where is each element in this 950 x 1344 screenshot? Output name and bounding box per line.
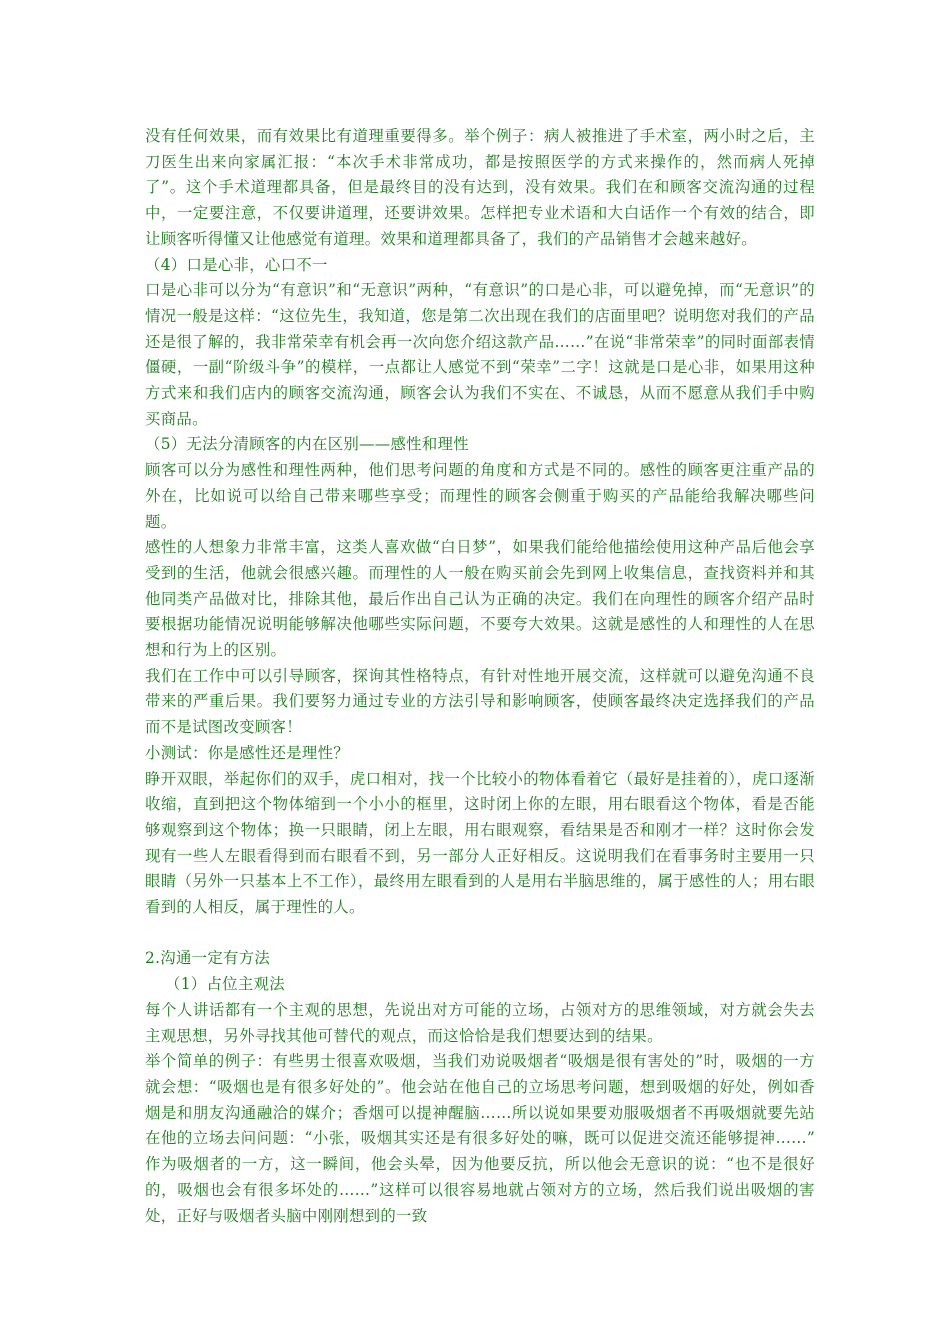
paragraph-guide-customers: 我们在工作中可以引导顾客，探询其性格特点，有针对性地开展交流，这样就可以避免沟通不良带来的严重后果。我们要努力通过专业的方法引导和影响顾客，使顾客最终决定选择我们的产品而不是试图改变顾客！: [145, 666, 815, 737]
paragraph-quiz: 睁开双眼，举起你们的双手，虎口相对，找一个比较小的物体看着它（最好是挂着的），虎口逐渐收缩，直到把这个物体缩到一个小小的框里，这时闭上你的左眼，用右眼看这个物体，看是否能够观察到这个物体；换一只眼睛，闭上左眼，用右眼观察，看结果是否和刚才一样？这时你会发现有一些人左眼看得到而右眼看不到，另一部分人正好相反。这说明我们在看事务时主要用一只眼睛（另外一只基本上不工作），最终用左眼看到的人是用右半脑思维的，属于感性的人；用右眼看到的人相反，属于理性的人。: [145, 769, 815, 917]
heading-occupy-position: （1）占位主观法: [165, 975, 285, 994]
heading-emotional-rational: （5）无法分清顾客的内在区别——感性和理性: [145, 435, 469, 454]
paragraph-occupy-position: 每个人讲话都有一个主观的思想，先说出对方可能的立场，占领对方的思维领域，对方就会失去主观思想，另外寻找其他可替代的观点，而这恰恰是我们想要达到的结果。: [145, 1000, 815, 1045]
document-body: [145, 124, 815, 1229]
paragraph-emotional-people: 感性的人想象力非常丰富，这类人喜欢做“白日梦”，如果我们能给他描绘使用这种产品后他会享受到的生活，他就会很感兴趣。而理性的人一般在购买前会先到网上收集信息，查找资料并和其他同类产品做对比，排除其他，最后作出自己认为正确的决定。我们在向理性的顾客介绍产品时要根据功能情况说明能够解决他哪些实际问题，不要夸大效果。这就是感性的人和理性的人在思想和行为上的区别。: [145, 538, 815, 660]
paragraph-smoking-example: 举个简单的例子：有些男士很喜欢吸烟，当我们劝说吸烟者“吸烟是很有害处的”时，吸烟的一方就会想：“吸烟也是有很多好处的”。他会站在他自己的立场思考问题，想到吸烟的好处，例如香烟是和朋友沟通融洽的媒介；香烟可以提神醒脑……所以说如果要劝服吸烟者不再吸烟就要先站在他的立场去问问题：“小张，吸烟其实还是有很多好处的嘛，既可以促进交流还能够提神……” 作为吸烟者的一方，这一瞬间，他会头晕，因为他要反抗，所以他会无意识的说：“也不是很好的，吸烟也会有很多坏处的……”这样可以很容易地就占领对方的立场，然后我们说出吸烟的害处，正好与吸烟者头脑中刚刚想到的一致: [145, 1052, 815, 1225]
paragraph-say-one-thing: 口是心非可以分为“有意识”和“无意识”两种，“有意识”的口是心非，可以避免掉，而“无意识”的情况一般是这样：“这位先生，我知道，您是第二次出现在我们的店面里吧？说明您对我们的产品还是很了解的，我非常荣幸有机会再一次向您介绍这款产品……”在说“非常荣幸”的同时面部表情僵硬，一副“阶级斗争”的模样，一点都让人感觉不到“荣幸”二字！这就是口是心非，如果用这种方式来和我们店内的顾客交流沟通，顾客会认为我们不实在、不诚恳，从而不愿意从我们手中购买商品。: [145, 281, 815, 428]
heading-quiz: 小测试：你是感性还是理性？: [145, 743, 349, 762]
section-heading-methods: 2.沟通一定有方法: [145, 949, 271, 968]
paragraph-effect-vs-reason: 没有任何效果，而有效果比有道理重要得多。举个例子：病人被推进了手术室，两小时之后，主刀医生出来向家属汇报：“本次手术非常成功，都是按照医学的方式来操作的，然而病人死掉了”。这个手术道理都具备，但是最终目的没有达到，没有效果。我们在和顾客交流沟通的过程中，一定要注意，不仅要讲道理，还要讲效果。怎样把专业术语和大白话作一个有效的结合，即让顾客听得懂又让他感觉有道理。效果和道理都具备了，我们的产品销售才会越来越好。: [145, 127, 815, 248]
heading-say-one-thing: （4）口是心非，心口不一: [145, 255, 328, 274]
blank-line: [145, 921, 815, 947]
paragraph-customer-types: 顾客可以分为感性和理性两种，他们思考问题的角度和方式是不同的。感性的顾客更注重产品的外在，比如说可以给自己带来哪些享受；而理性的顾客会侧重于购买的产品能给我解决哪些问题。: [145, 461, 815, 531]
